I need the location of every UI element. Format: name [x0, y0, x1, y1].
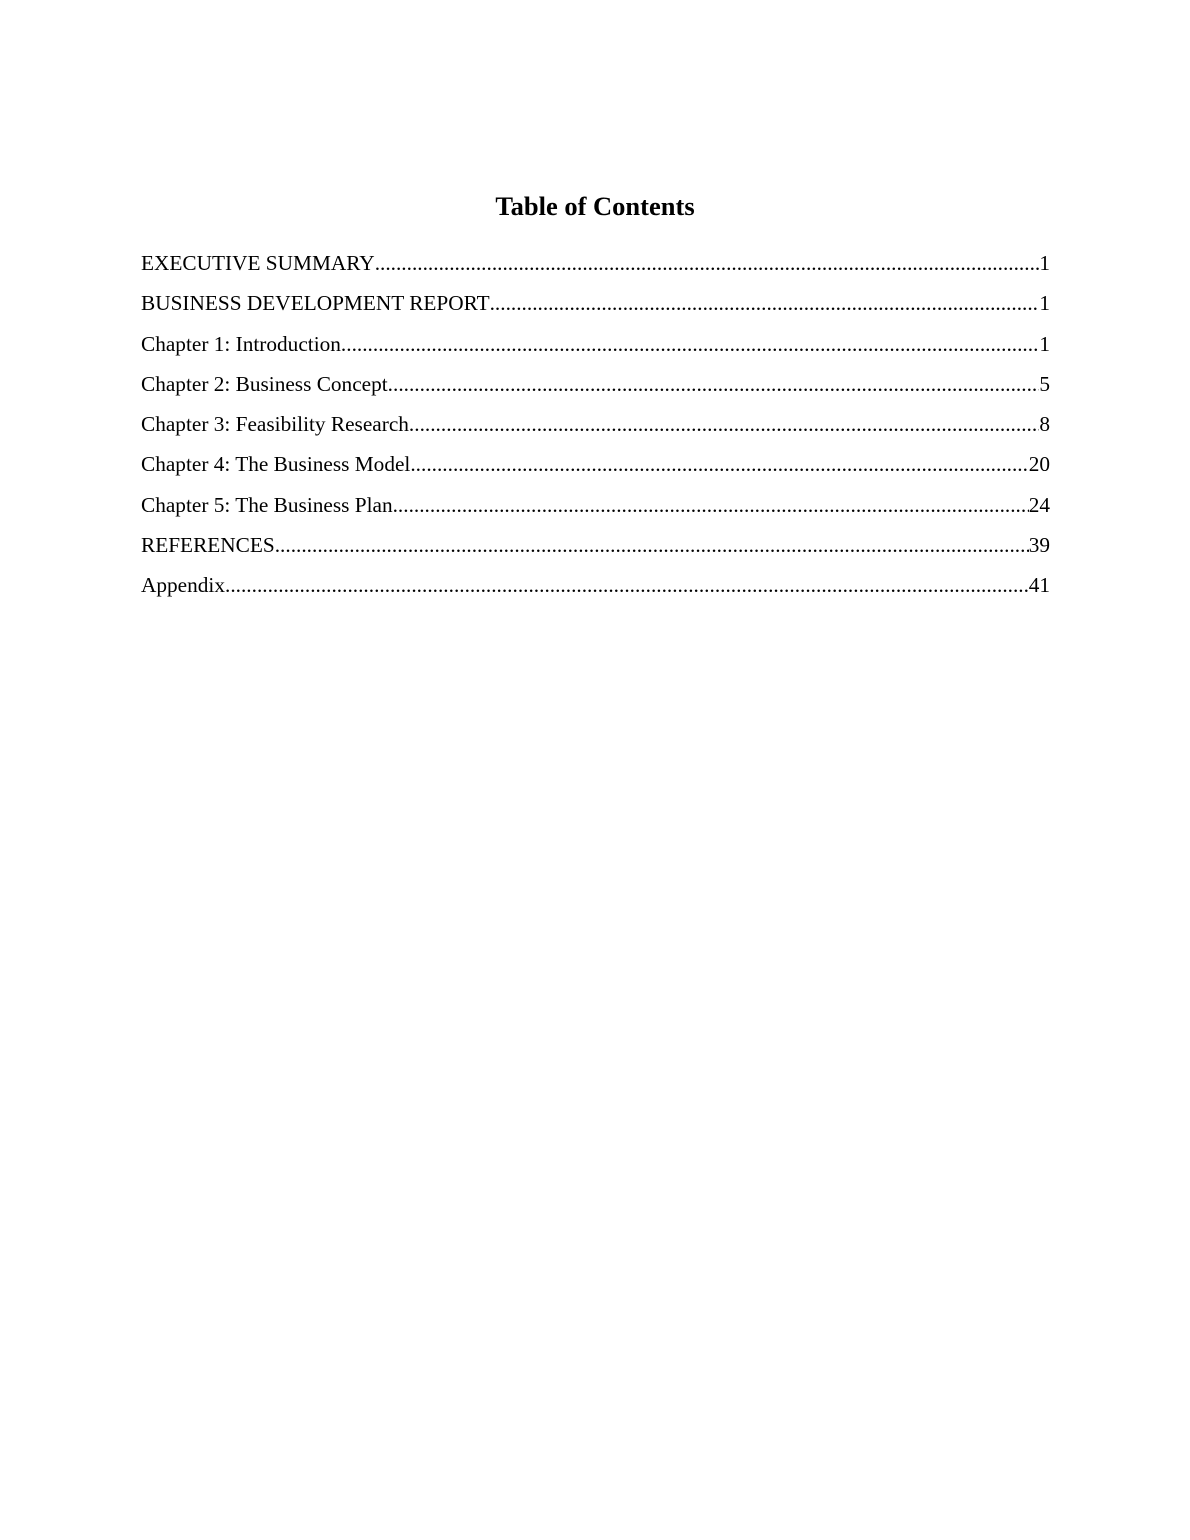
toc-title: Table of Contents [495, 191, 695, 221]
toc-entry-references[interactable] [141, 529, 1050, 569]
toc-entry-page-number: 39 [1028, 533, 1050, 558]
toc-entry-page-number: 41 [1028, 573, 1050, 598]
toc-entry-label: Chapter 5: The Business Plan [141, 492, 393, 517]
toc-entry-page-number: 24 [1028, 492, 1050, 517]
toc-entry-chapter-4[interactable] [141, 448, 1050, 488]
toc-entry-page-number: 5 [1039, 371, 1050, 396]
toc-entry-chapter-5[interactable] [141, 489, 1050, 529]
toc-dot-leader [490, 287, 1040, 319]
toc-dot-leader [410, 448, 1028, 480]
toc-entry-chapter-1[interactable] [141, 328, 1050, 368]
toc-entry-label: Chapter 1: Introduction [141, 331, 341, 356]
toc-entry-label: BUSINESS DEVELOPMENT REPORT [141, 291, 490, 316]
toc-list [141, 247, 1050, 610]
toc-entry-label: Appendix [141, 573, 225, 598]
toc-dot-leader [388, 368, 1040, 400]
toc-entry-label: Chapter 4: The Business Model [141, 452, 411, 477]
toc-entry-chapter-2[interactable] [141, 368, 1050, 408]
toc-entry-appendix[interactable] [141, 569, 1050, 609]
toc-entry-label: REFERENCES [141, 533, 275, 558]
toc-entry-page-number: 1 [1039, 291, 1050, 316]
toc-entry-label: EXECUTIVE SUMMARY [141, 251, 375, 275]
toc-entry-business-development-report[interactable] [141, 287, 1050, 327]
toc-entry-label: Chapter 3: Feasibility Research [141, 412, 409, 437]
toc-entry-chapter-3[interactable] [141, 408, 1050, 448]
toc-entry-page-number: 1 [1039, 331, 1050, 356]
toc-entry-page-number: 8 [1039, 412, 1050, 437]
toc-entry-label: Chapter 2: Business Concept [141, 371, 388, 396]
toc-entry-page-number: 20 [1028, 452, 1050, 477]
toc-dot-leader [225, 569, 1029, 601]
toc-dot-leader [275, 529, 1029, 561]
toc-dot-leader [409, 408, 1039, 440]
toc-dot-leader [375, 247, 1040, 279]
toc-dot-leader [393, 489, 1029, 521]
toc-entry-executive-summary[interactable] [141, 247, 1050, 287]
toc-dot-leader [341, 328, 1039, 360]
toc-entry-page-number: 1 [1039, 251, 1050, 275]
